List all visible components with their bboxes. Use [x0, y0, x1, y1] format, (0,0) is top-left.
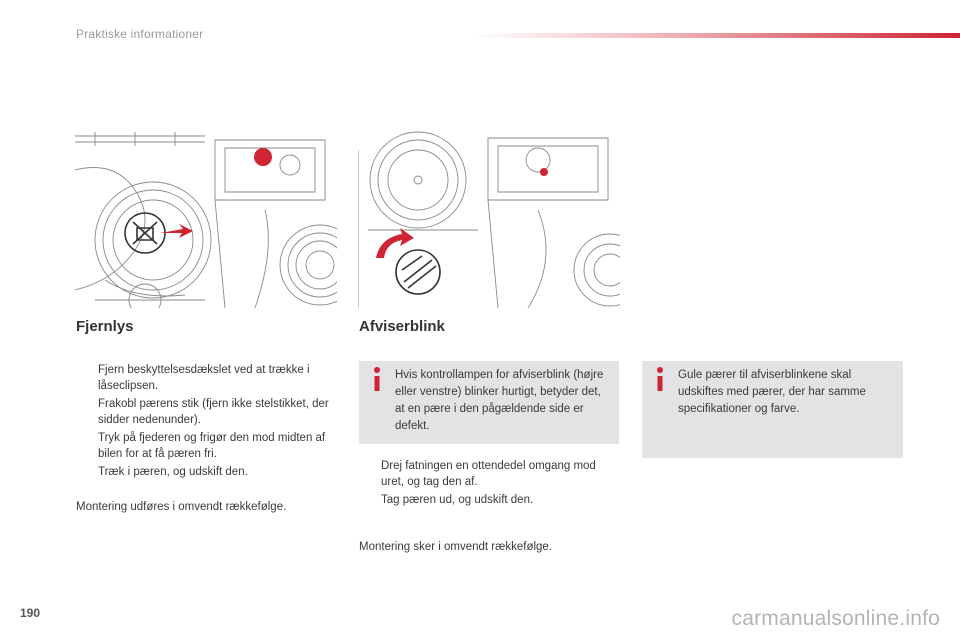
afviserblink-note: Montering sker i omvendt rækkefølge.: [359, 541, 553, 553]
list-item: Træk i pæren, og udskift den.: [98, 466, 248, 478]
headlamp-indicator-bulb-removal-icon: [358, 130, 620, 308]
bulb-spec-info-box: [642, 361, 903, 458]
list-item: Tag pæren ud, og udskift den.: [381, 494, 534, 506]
header-accent-bar: [475, 33, 960, 38]
info-icon: [653, 366, 667, 392]
afviserblink-info-box: [359, 361, 619, 444]
list-item: Fjern beskyttelsesdækslet ved at trække i låseclipsen.: [98, 364, 310, 392]
fjernlys-steps-list: [76, 362, 336, 482]
list-item: Tryk på fjederen og frigør den mod midten af bilen for at få pæren fri.: [98, 432, 326, 460]
bulb-spec-info-text: Gule pærer til afviserblinkene skal udskiftes med pærer, der har samme specifikationer og farve.: [678, 369, 866, 415]
list-item: Frakobl pærens stik (fjern ikke stelstikket, der sidder nedenunder).: [98, 398, 329, 426]
main-beam-illustration: [75, 130, 337, 308]
page-number: 190: [20, 606, 41, 620]
indicator-illustration: [358, 130, 620, 308]
headlamp-main-beam-bulb-removal-icon: [75, 130, 337, 308]
list-item: Drej fatningen en ottendedel omgang mod uret, og tag den af.: [381, 460, 596, 488]
header-section-title: Praktiske informationer: [76, 27, 204, 41]
afviserblink-heading: Afviserblink: [359, 318, 445, 335]
info-icon: [370, 366, 384, 392]
afviserblink-steps-list: [359, 458, 621, 510]
watermark-link[interactable]: carmanualsonline.info: [731, 607, 940, 630]
afviserblink-info-text: Hvis kontrollampen for afviserblink (højre eller venstre) blinker hurtigt, betyder det, at en pære i den pågældende side er defekt.: [395, 369, 604, 432]
fjernlys-note: Montering udføres i omvendt rækkefølge.: [76, 501, 287, 513]
fjernlys-heading: Fjernlys: [76, 318, 134, 335]
